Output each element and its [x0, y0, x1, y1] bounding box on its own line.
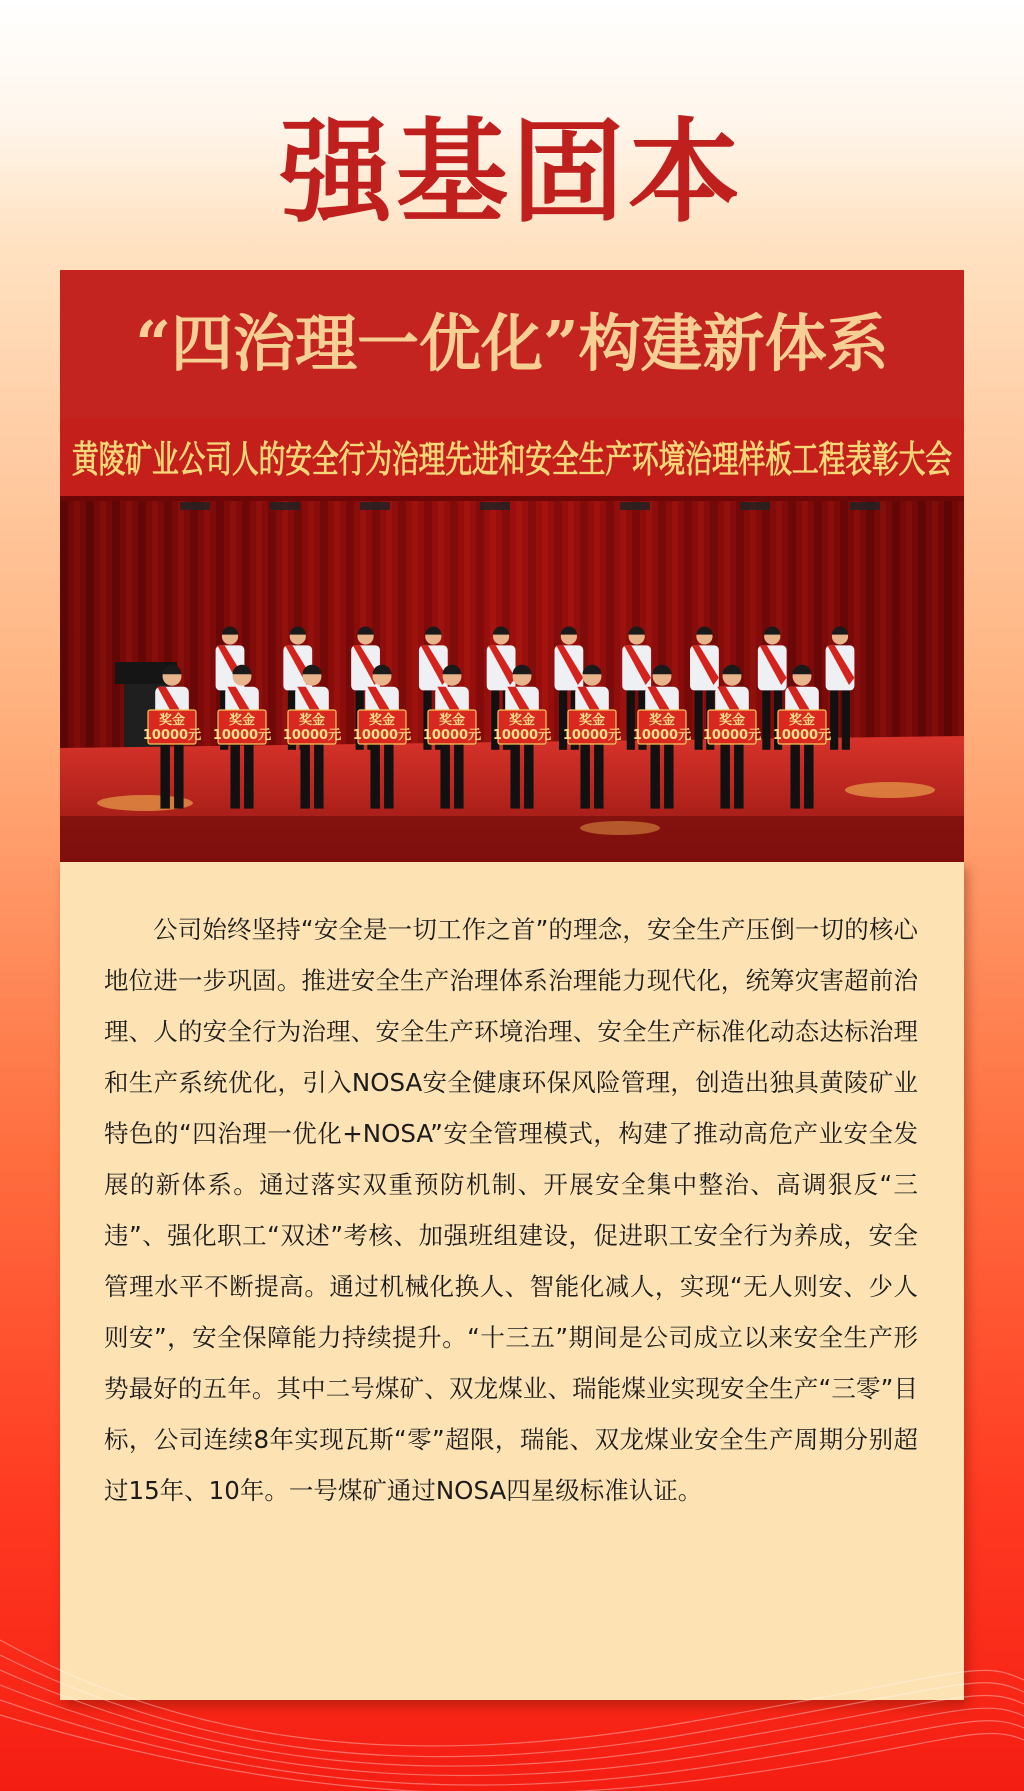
prize-amount: 10000元 [632, 728, 692, 743]
prize-amount: 10000元 [352, 728, 412, 743]
prize-amount: 10000元 [702, 728, 762, 743]
prize-label: 奖金 [718, 713, 746, 728]
prize-amount: 10000元 [212, 728, 272, 743]
prize-board [353, 710, 411, 744]
prize-board [703, 710, 761, 744]
prize-board [213, 710, 271, 744]
ceremony-banner: 黄陵矿业公司人的安全行为治理先进和安全生产环境治理样板工程表彰大会 [72, 438, 952, 481]
section-header [60, 270, 964, 418]
prize-board [563, 710, 621, 744]
section-heading: “四治理一优化”构建新体系 [135, 307, 889, 380]
prize-board [493, 710, 551, 744]
prize-label: 奖金 [788, 713, 816, 728]
page-title: 强基固本 [280, 107, 744, 238]
prize-label: 奖金 [298, 713, 326, 728]
prize-label: 奖金 [368, 713, 396, 728]
body-paragraph: 公司始终坚持“安全是一切工作之首”的理念，安全生产压倒一切的核心地位进一步巩固。推进安全生产治理体系治理能力现代化，统筹灾害超前治理、人的安全行为治理、安全生产环境治理、安全生产标准化动态达标治理和生产系统优化，引入NOSA安全健康环保风险管理，创造出独具黄陵矿业特色的“四治理一优化+NOSA”安全管理模式，构建了推动高危产业安全发展的新体系。通过落实双重预防机制、开展安全集中整治、高调狠反“三违”、强化职工“双述”考核、加强班组建设，促进职工安全行为养成，安全管理水平不断提高。通过机械化换人、智能化减人，实现“无人则安、少人则安”，安全保障能力持续提升。“十三五”期间是公司成立以来安全生产形势最好的五年。其中二号煤矿、双龙煤业、瑞能煤业实现安全生产“三零”目标，公司连续8年实现瓦斯“零”超限，瑞能、双龙煤业安全生产周期分别超过15年、10年。一号煤矿通过NOSA四星级标准认证。 [104, 915, 918, 1505]
prize-board [773, 710, 831, 744]
prize-board [423, 710, 481, 744]
prize-label: 奖金 [508, 713, 536, 728]
prize-amount: 10000元 [422, 728, 482, 743]
prize-board [283, 710, 341, 744]
decorative-wave [0, 1600, 1024, 1791]
award-ceremony-photo [60, 418, 964, 862]
prize-board [143, 710, 201, 744]
prize-label: 奖金 [158, 713, 186, 728]
prize-label: 奖金 [648, 713, 676, 728]
prize-amount: 10000元 [282, 728, 342, 743]
prize-label: 奖金 [578, 713, 606, 728]
body-card [60, 862, 964, 1700]
prize-amount: 10000元 [492, 728, 552, 743]
prize-label: 奖金 [228, 713, 256, 728]
prize-board [633, 710, 691, 744]
prize-label: 奖金 [438, 713, 466, 728]
prize-amount: 10000元 [562, 728, 622, 743]
prize-amount: 10000元 [772, 728, 832, 743]
prize-amount: 10000元 [142, 728, 202, 743]
